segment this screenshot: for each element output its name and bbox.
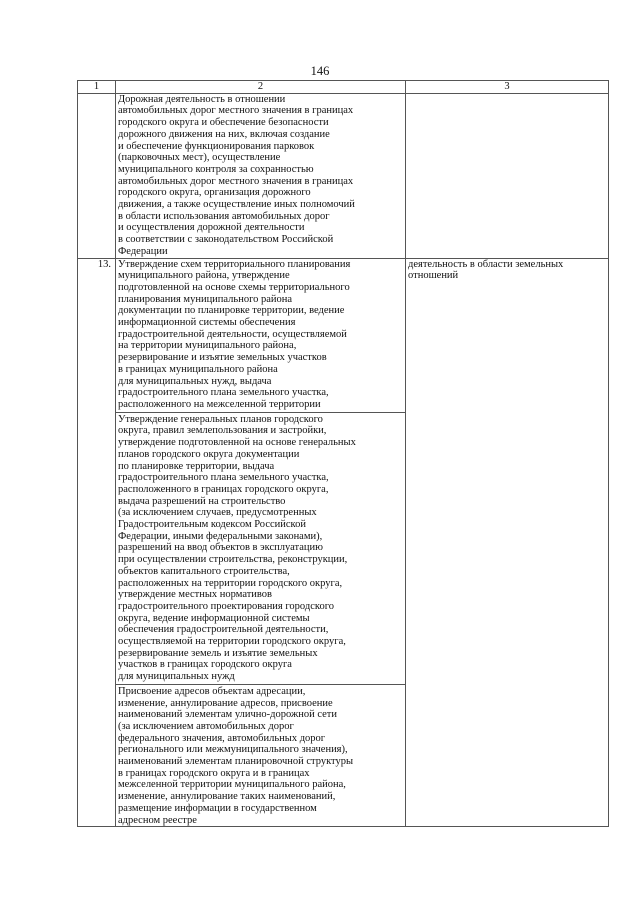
text-line: автомобильных дорог местного значения в границах — [118, 105, 354, 117]
text-line: наименований элементам планировочной структуры — [118, 756, 354, 768]
text-line: межселенной территории муниципального района, — [118, 779, 346, 791]
text-line: выдача разрешений на строительство — [118, 495, 286, 507]
text-line: утверждение подготовленной на основе генеральных — [118, 437, 356, 449]
text-line: Утверждение генеральных планов городского — [118, 413, 323, 425]
text-line: размещение информации в государственном — [118, 802, 317, 814]
text-line: изменение, аннулирование таких наименований, — [118, 791, 336, 803]
text-line: осуществляемой на территории городского округа, — [118, 636, 346, 648]
row-area — [406, 258, 609, 827]
text-line: при осуществлении строительства, реконструкции, — [118, 554, 348, 566]
header-col-1: 1 — [78, 81, 116, 94]
table-header-row — [78, 81, 609, 94]
header-col-3: 3 — [406, 81, 609, 94]
text-line: градостроительного плана земельного участка, — [118, 387, 329, 399]
text-line: изменение, аннулирование адресов, присвоение — [118, 697, 333, 709]
text-line: на территории муниципального района, — [118, 340, 297, 352]
text-line: обеспечения градостроительной деятельности, — [118, 624, 329, 636]
text-line: городского округа и обеспечение безопасности — [118, 117, 329, 129]
text-line: деятельность в области земельных — [408, 258, 564, 270]
text-line: отношений — [408, 270, 459, 282]
text-line: Дорожная деятельность в отношении — [118, 93, 286, 105]
description-block — [116, 94, 405, 258]
text-line: движения, а также осуществление иных полномочий — [118, 199, 355, 211]
description-block — [116, 684, 405, 826]
text-line: по планировке территории, выдача — [118, 460, 275, 472]
text-line: утверждение местных нормативов — [118, 589, 273, 601]
text-line: в границах муниципального района — [118, 363, 278, 375]
row-number — [78, 93, 116, 258]
text-line: расположенного на межселенной территории — [118, 398, 321, 410]
text-line: муниципального района, утверждение — [118, 270, 290, 282]
description-block — [116, 412, 405, 683]
text-line: в соответствии с законодательством Российской — [118, 234, 334, 246]
row-description — [116, 258, 406, 827]
text-line: расположенных на территории городского округа, — [118, 577, 343, 589]
text-line: планирования муниципального района — [118, 293, 293, 305]
text-line: (парковочных мест), осуществление — [118, 152, 281, 164]
table-row — [78, 93, 609, 258]
row-area — [406, 93, 609, 258]
text-line: (за исключением автомобильных дорог — [118, 720, 294, 732]
text-line: Федерации — [118, 245, 168, 257]
text-line: разрешений на ввод объектов в эксплуатацию — [118, 542, 323, 554]
text-line: городского округа, организация дорожного — [118, 187, 311, 199]
text-line: расположенного в границах городского округа, — [118, 483, 329, 495]
text-line: в области использования автомобильных дорог — [118, 210, 330, 222]
text-line: адресном реестре — [118, 814, 197, 826]
text-line: федерального значения, автомобильных дорог — [118, 732, 326, 744]
text-line: наименований элементам улично-дорожной сети — [118, 709, 337, 721]
text-line: Утверждение схем территориального планирования — [118, 258, 351, 270]
text-line: документации по планировке территории, ведение — [118, 305, 345, 317]
text-line: градостроительной деятельности, осуществляемой — [118, 328, 347, 340]
description-block — [116, 259, 405, 411]
text-line: и осуществления дорожной деятельности — [118, 222, 305, 234]
text-line: муниципального контроля за сохранностью — [118, 163, 314, 175]
text-line: градостроительного плана земельного участка, — [118, 472, 329, 484]
text-line: планов городского округа документации — [118, 448, 300, 460]
text-line: Федерации, иными федеральными законами), — [118, 530, 323, 542]
header-col-2: 2 — [116, 81, 406, 94]
row-description — [116, 93, 406, 258]
text-line: в границах городского округа и в границах — [118, 767, 310, 779]
text-line: Присвоение адресов объектам адресации, — [118, 685, 306, 697]
text-line: объектов капитального строительства, — [118, 565, 290, 577]
text-line: округа, ведение информационной системы — [118, 612, 310, 624]
text-line: дорожного движения на них, включая создание — [118, 128, 330, 140]
text-line: подготовленной на основе схемы территориального — [118, 281, 350, 293]
text-line: резервирование и изъятие земельных участков — [118, 352, 327, 364]
text-line: округа, правил землепользования и застройки, — [118, 425, 327, 437]
row-number: 13. — [78, 258, 116, 827]
text-line: (за исключением случаев, предусмотренных — [118, 507, 317, 519]
text-line: автомобильных дорог местного значения в границах — [118, 175, 354, 187]
text-line: резервирование земель и изъятие земельных — [118, 647, 318, 659]
text-line: для муниципальных нужд — [118, 671, 235, 683]
text-line: Градостроительным кодексом Российской — [118, 519, 306, 531]
text-line: регионального или межмуниципального значения), — [118, 744, 348, 756]
text-line: для муниципальных нужд, выдача — [118, 375, 272, 387]
functions-table — [77, 80, 609, 827]
table-body — [78, 93, 609, 827]
text-line: и обеспечение функционирования парковок — [118, 140, 315, 152]
text-line: градостроительного проектирования городского — [118, 600, 334, 612]
table-row — [78, 258, 609, 827]
text-line: информационной системы обеспечения — [118, 317, 296, 329]
text-line: участков в границах городского округа — [118, 659, 292, 671]
page-number: 146 — [310, 64, 330, 78]
